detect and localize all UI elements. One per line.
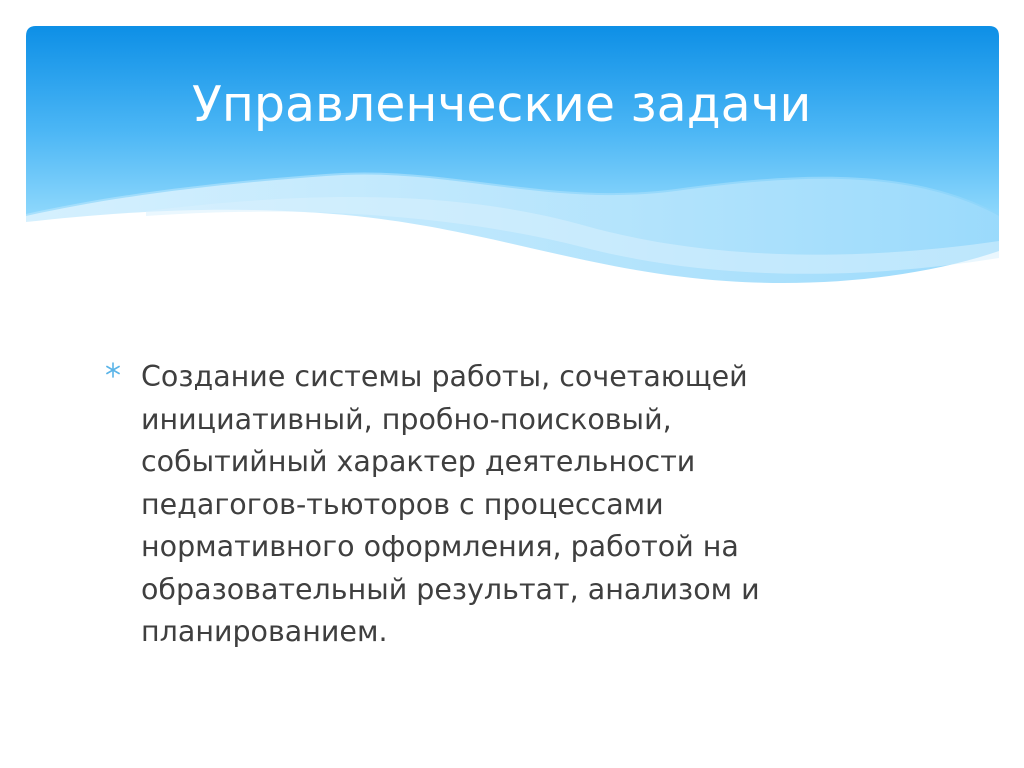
- list-item: [104, 356, 884, 654]
- bullet-text: Создание системы работы, сочетающей инициативный, пробно-поисковый, событийный характер деятельности педагогов-тьюторов с процессами нормативного оформления, работой на образовательный результат, анализом и планированием.: [141, 360, 760, 648]
- asterisk-bullet-icon: [104, 361, 122, 379]
- slide-title: Управленческие задачи: [192, 76, 812, 133]
- header-wave-banner: [26, 26, 999, 288]
- bullet-list: [104, 356, 884, 654]
